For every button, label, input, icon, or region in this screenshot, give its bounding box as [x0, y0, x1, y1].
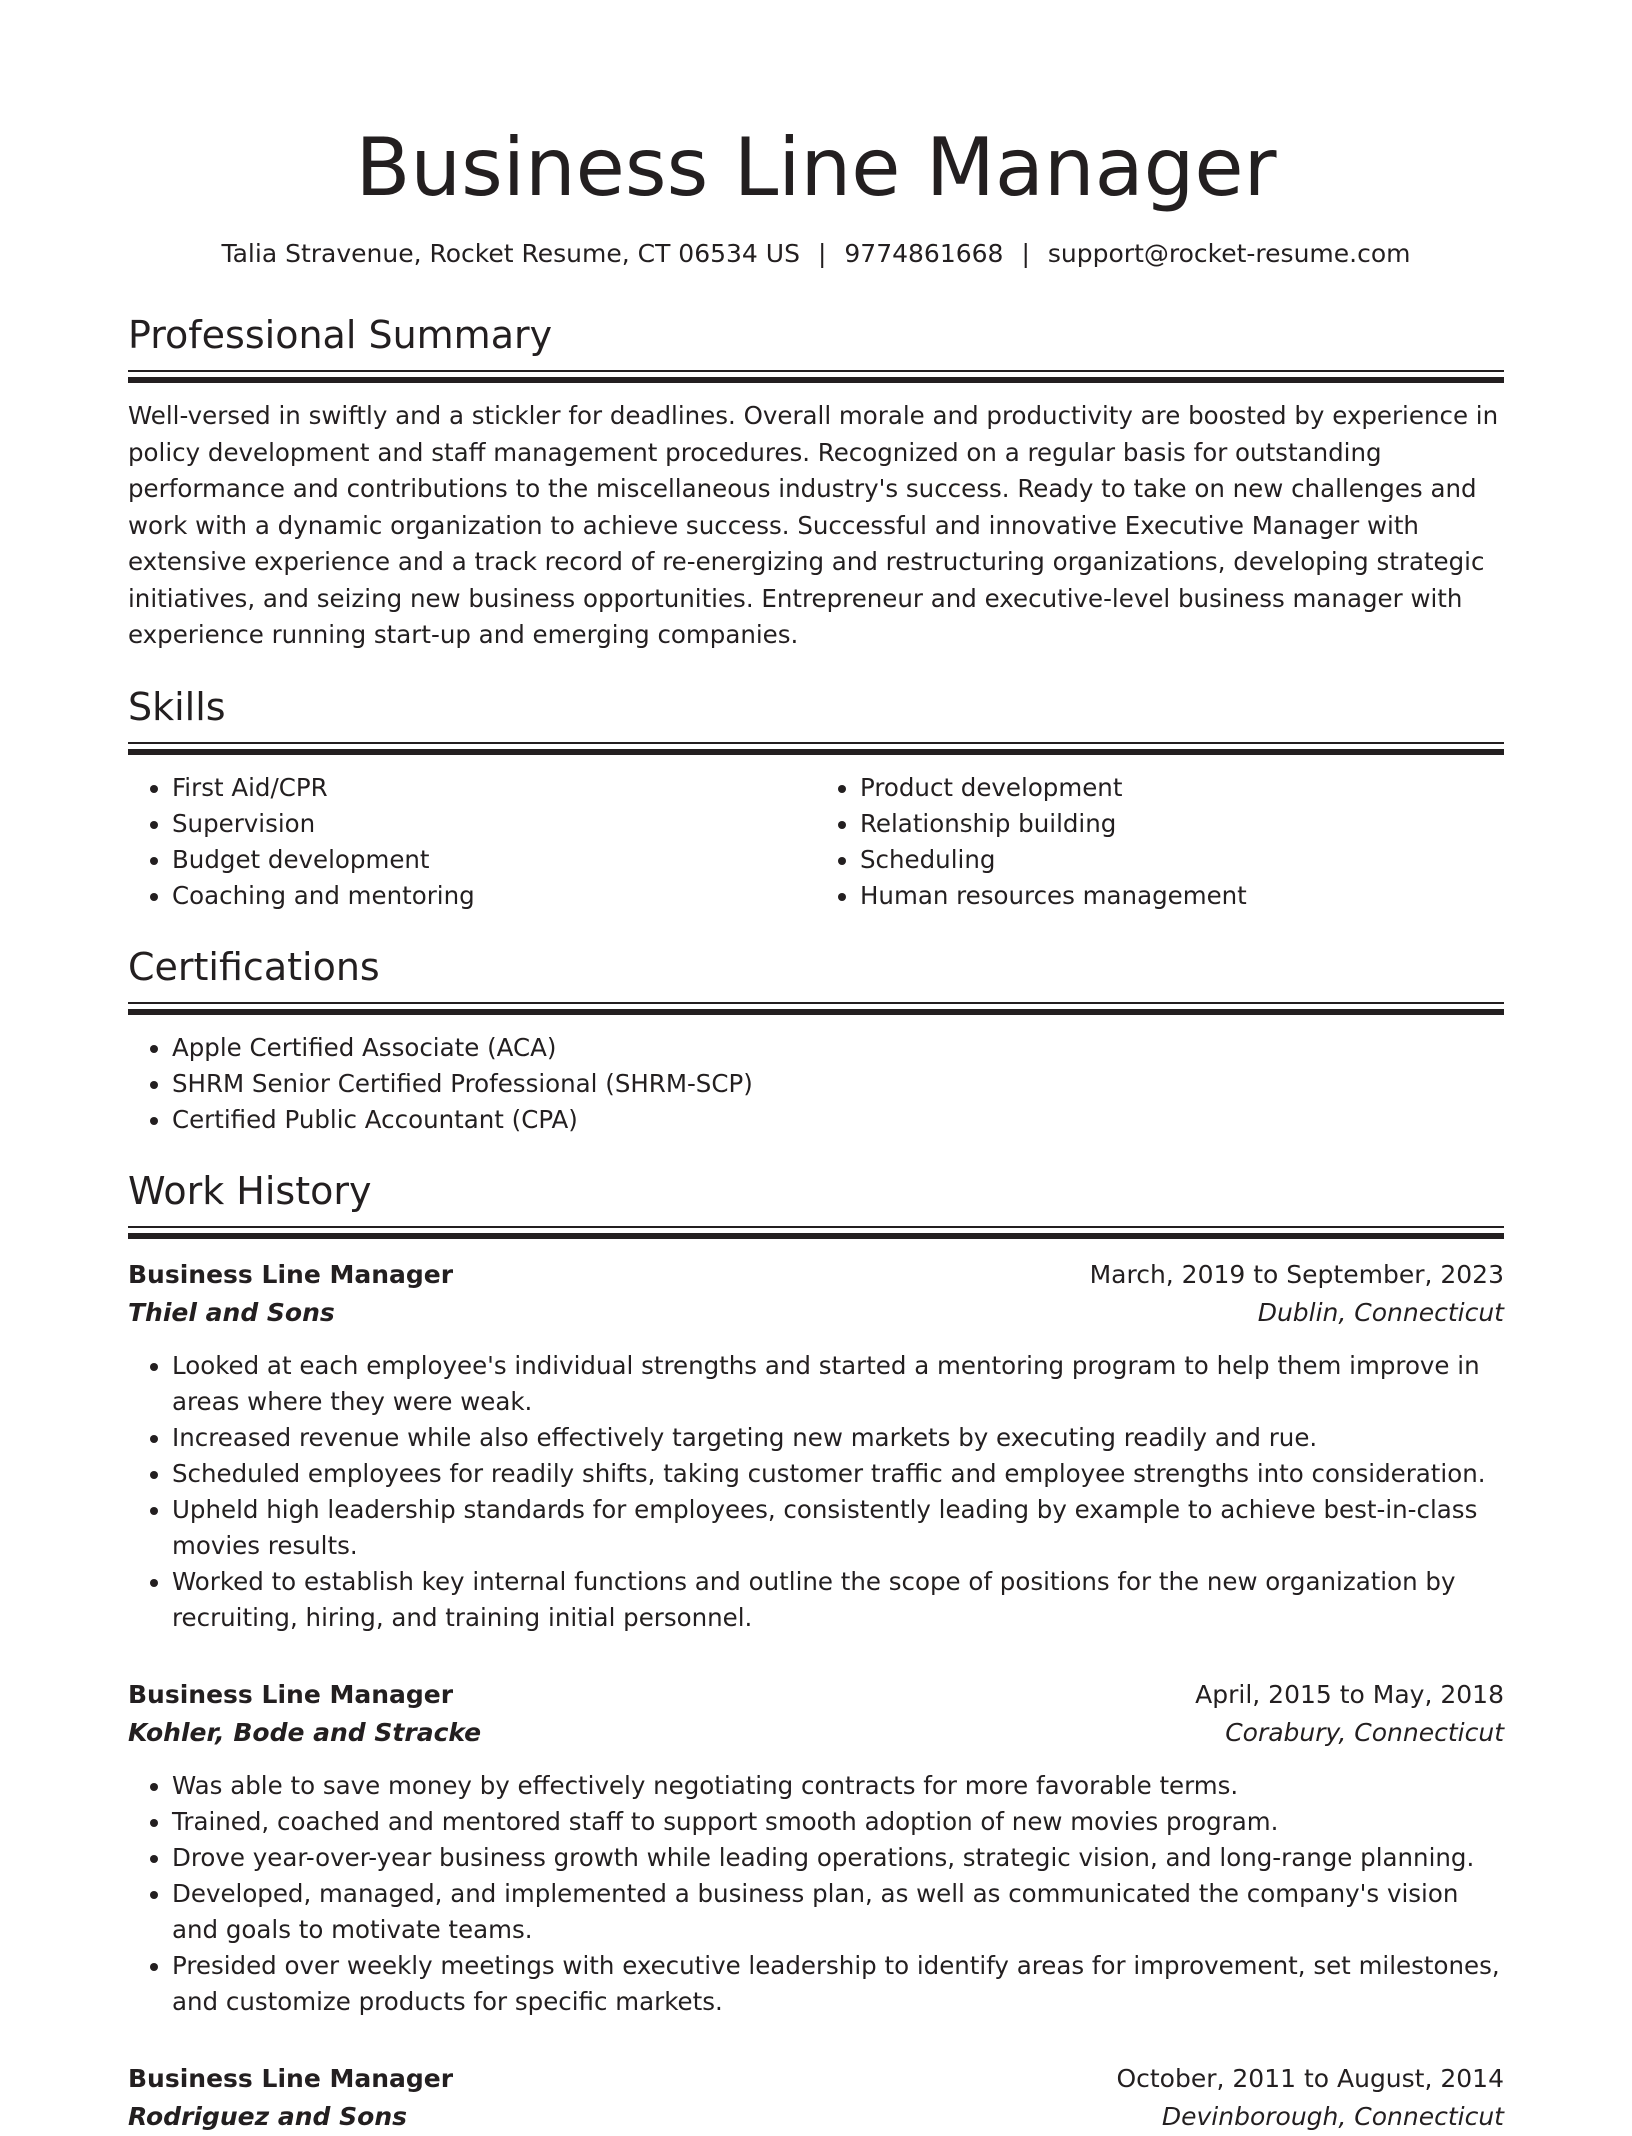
certification-item: • SHRM Senior Certified Professional (SHRM-SCP): [172, 1066, 1504, 1102]
section-certifications: [128, 942, 1504, 1138]
job-title: Business Line Manager: [128, 1679, 454, 1709]
job-dates: April, 2015 to May, 2018: [1195, 1679, 1504, 1709]
job-dates: March, 2019 to September, 2023: [1089, 1259, 1504, 1289]
job-bullet: • Increased revenue while also effectively targeting new markets by executing readily and rue.: [172, 1420, 1504, 1456]
job-bullet: • Trained, coached and mentored staff to support smooth adoption of new movies program.: [172, 1804, 1504, 1840]
skills-column-left: [128, 770, 816, 914]
skill-item: • Supervision: [172, 806, 816, 842]
skill-item: • Coaching and mentoring: [172, 878, 816, 914]
section-heading-work-history: Work History: [128, 1168, 372, 1213]
job-location: Devinborough, Connecticut: [1161, 2101, 1504, 2131]
summary-text: Well-versed in swiftly and a stickler for deadlines. Overall morale and productivity are boosted by experience in policy development and staff management procedures. Recognized on a regular basis for outstanding performance and contributions to the miscellaneous industry's success. Ready to take on new challenges and work with a dynamic organization to achieve success. Successful and innovative Executive Manager with extensive experience and a track record of re-energizing and restructuring organizations, developing strategic initiatives, and seizing new business opportunities. Entrepreneur and executive-level business manager with experience running start-up and emerging companies.: [128, 401, 1499, 649]
skill-item: • First Aid/CPR: [172, 770, 816, 806]
job-dates: October, 2011 to August, 2014: [1116, 2063, 1504, 2093]
job-company: Rodriguez and Sons: [128, 2101, 408, 2131]
section-heading-summary: Professional Summary: [128, 313, 553, 357]
job-company: Kohler, Bode and Stracke: [128, 1717, 482, 1747]
job-bullet: • Upheld high leadership standards for employees, consistently leading by example to achieve best-in-class movies results.: [172, 1492, 1504, 1564]
job-entry: [128, 1676, 1504, 2020]
section-divider: [128, 370, 1504, 384]
job-header: [128, 2060, 1504, 2098]
job-bullet: • Developed, managed, and implemented a business plan, as well as communicated the company's vision and goals to motivate teams.: [172, 1876, 1504, 1948]
job-header: [128, 1256, 1504, 1294]
resume-page: [128, 0, 1504, 2136]
skill-item: • Human resources management: [860, 878, 1504, 914]
job-company: Thiel and Sons: [128, 1297, 335, 1327]
skills-column-right: [816, 770, 1504, 914]
job-header: [128, 1676, 1504, 1714]
certification-item: • Apple Certified Associate (ACA): [172, 1030, 1504, 1066]
skills-list: [128, 770, 1504, 914]
job-bullet: • Worked to establish key internal functions and outline the scope of positions for the new organization by recruiting, hiring, and training initial personnel.: [172, 1564, 1504, 1636]
job-bullet: • Scheduled employees for readily shifts, taking customer traffic and employee strengths into consideration.: [172, 1456, 1504, 1492]
contact-address: Talia Stravenue, Rocket Resume, CT 06534 US: [221, 239, 800, 268]
job-title: Business Line Manager: [128, 1259, 454, 1289]
skill-item: • Relationship building: [860, 806, 1504, 842]
job-subheader: [128, 1714, 1504, 1752]
contact-separator: |: [817, 239, 827, 268]
section-divider: [128, 1002, 1504, 1016]
job-bullet: • Was able to save money by effectively negotiating contracts for more favorable terms.: [172, 1768, 1504, 1804]
section-summary: [128, 310, 1504, 654]
job-bullet: • Drove year-over-year business growth while leading operations, strategic vision, and long-range planning.: [172, 1840, 1504, 1876]
job-bullet: • Looked at each employee's individual strengths and started a mentoring program to help them improve in areas where they were weak.: [172, 1348, 1504, 1420]
job-subheader: [128, 1294, 1504, 1332]
section-heading-certifications: Certifications: [128, 944, 380, 989]
section-skills: [128, 682, 1504, 914]
contact-phone: 9774861668: [844, 239, 1004, 268]
contact-email: support@rocket-resume.com: [1047, 239, 1411, 268]
section-divider: [128, 1226, 1504, 1240]
job-subheader: [128, 2098, 1504, 2136]
resume-title: Business Line Manager: [355, 121, 1277, 214]
job-location: Corabury, Connecticut: [1225, 1717, 1504, 1747]
job-bullet: • Presided over weekly meetings with executive leadership to identify areas for improvement, set milestones, and customize products for specific markets.: [172, 1948, 1504, 2020]
certification-item: • Certified Public Accountant (CPA): [172, 1102, 1504, 1138]
section-work-history: [128, 1166, 1504, 2136]
job-title: Business Line Manager: [128, 2063, 454, 2093]
contact-separator: |: [1021, 239, 1030, 268]
skill-item: • Product development: [860, 770, 1504, 806]
job-entry: [128, 1256, 1504, 1636]
job-bullets: [128, 1768, 1504, 2020]
skill-item: • Budget development: [172, 842, 816, 878]
certifications-list: [128, 1030, 1504, 1138]
job-location: Dublin, Connecticut: [1257, 1297, 1504, 1327]
skill-item: • Scheduling: [860, 842, 1504, 878]
contact-line: [128, 236, 1504, 272]
job-bullets: [128, 1348, 1504, 1636]
section-heading-skills: Skills: [128, 684, 226, 729]
section-divider: [128, 742, 1504, 756]
job-entry: [128, 2060, 1504, 2136]
